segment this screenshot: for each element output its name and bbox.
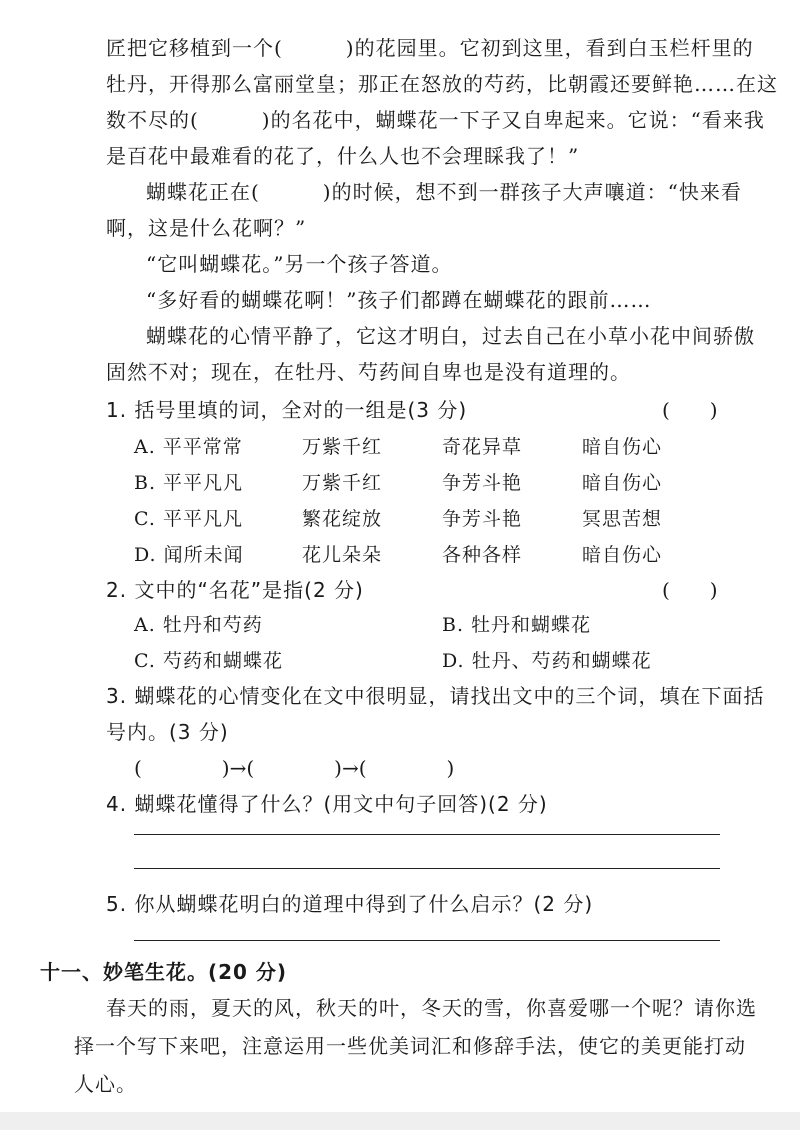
option-label: D. 闻所未闻 — [134, 544, 244, 566]
passage-line: 匠把它移植到一个( )的花园里。它初到这里，看到白玉栏杆里的 — [106, 36, 754, 60]
option-word: 暗自伤心 — [582, 544, 663, 566]
option-label: A. 平平常常 — [134, 436, 243, 458]
question-3-answer-blanks[interactable]: ( )→( )→( ) — [134, 756, 455, 780]
page-bottom-edge — [0, 1112, 800, 1130]
question-5-answer-line[interactable] — [134, 940, 720, 941]
passage-line: 牡丹，开得那么富丽堂皇；那正在怒放的芍药，比朝霞还要鲜艳……在这 — [106, 72, 778, 96]
question-3-text-cont: 号内。(3 分) — [106, 720, 229, 744]
passage-line: 蝴蝶花的心情平静了，它这才明白，过去自己在小草小花中间骄傲 — [146, 324, 755, 348]
question-4-answer-line[interactable] — [134, 834, 720, 835]
option-word: 繁花绽放 — [302, 508, 383, 530]
question-2-answer-bracket[interactable]: ( ) — [662, 578, 718, 602]
question-2-option-c: C. 芍药和蝴蝶花 — [134, 650, 283, 672]
section-11-prompt-line: 春天的雨，夏天的风，秋天的叶，冬天的雪，你喜爱哪一个呢？请你选 — [106, 996, 757, 1020]
section-11-prompt-line: 人心。 — [74, 1072, 137, 1096]
passage-line: 啊，这是什么花啊？” — [106, 216, 307, 240]
option-word: 奇花异草 — [442, 436, 523, 458]
question-2-option-a: A. 牡丹和芍药 — [134, 614, 263, 636]
passage-line: “多好看的蝴蝶花啊！”孩子们都蹲在蝴蝶花的跟前…… — [146, 288, 652, 312]
option-word: 争芳斗艳 — [442, 472, 523, 494]
option-word: 各种各样 — [442, 544, 523, 566]
question-5-text: 5. 你从蝴蝶花明白的道理中得到了什么启示？(2 分) — [106, 892, 594, 916]
option-word: 暗自伤心 — [582, 436, 663, 458]
question-2-text: 2. 文中的“名花”是指(2 分) — [106, 578, 364, 602]
question-3-text: 3. 蝴蝶花的心情变化在文中很明显，请找出文中的三个词，填在下面括 — [106, 684, 765, 708]
option-word: 万紫千红 — [302, 436, 383, 458]
question-2-option-d: D. 牡丹、芍药和蝴蝶花 — [442, 650, 652, 672]
question-4-answer-line[interactable] — [134, 868, 720, 869]
question-2-option-b: B. 牡丹和蝴蝶花 — [442, 614, 592, 636]
section-11-prompt-line: 择一个写下来吧，注意运用一些优美词汇和修辞手法，使它的美更能打动 — [74, 1034, 746, 1058]
question-4-text: 4. 蝴蝶花懂得了什么？(用文中句子回答)(2 分) — [106, 792, 548, 816]
option-label: B. 平平凡凡 — [134, 472, 244, 494]
passage-line: 数不尽的( )的名花中，蝴蝶花一下子又自卑起来。它说：“看来我 — [106, 108, 765, 132]
option-word: 冥思苦想 — [582, 508, 663, 530]
question-1-answer-bracket[interactable]: ( ) — [662, 398, 718, 422]
option-word: 暗自伤心 — [582, 472, 663, 494]
question-1-text: 1. 括号里填的词，全对的一组是(3 分) — [106, 398, 468, 422]
passage-line: 是百花中最难看的花了，什么人也不会理睬我了！” — [106, 144, 580, 168]
option-label: C. 平平凡凡 — [134, 508, 243, 530]
section-11-title: 十一、妙笔生花。(20 分) — [40, 960, 288, 984]
passage-line: 固然不对；现在，在牡丹、芍药间自卑也是没有道理的。 — [106, 360, 631, 384]
passage-line: 蝴蝶花正在( )的时候，想不到一群孩子大声嚷道：“快来看 — [146, 180, 742, 204]
option-word: 花儿朵朵 — [302, 544, 383, 566]
passage-line: “它叫蝴蝶花。”另一个孩子答道。 — [146, 252, 453, 276]
option-word: 万紫千红 — [302, 472, 383, 494]
option-word: 争芳斗艳 — [442, 508, 523, 530]
